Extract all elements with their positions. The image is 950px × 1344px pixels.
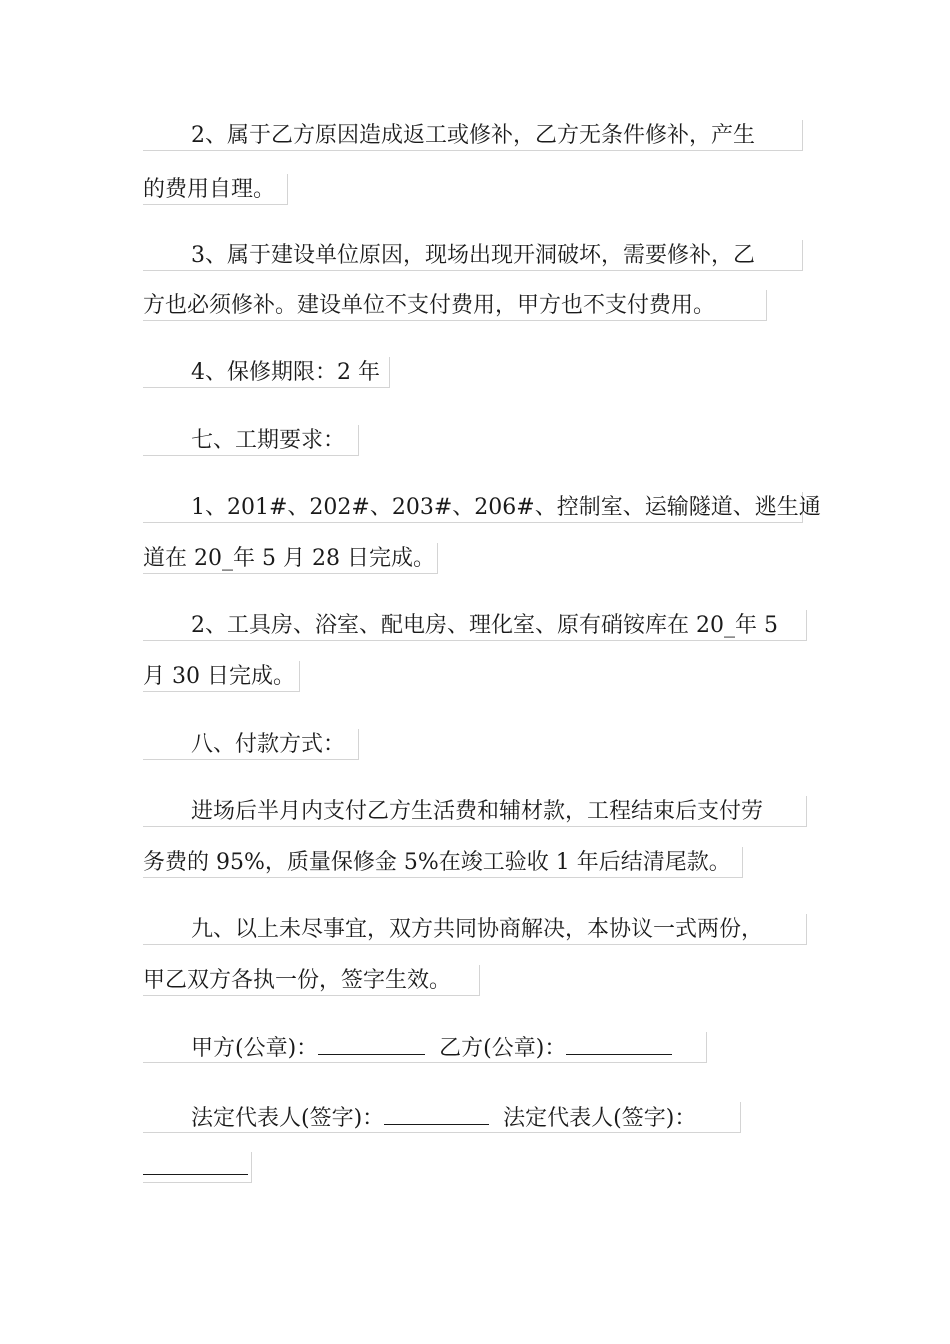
- paragraph-6-line-1: 2、工具房、浴室、配电房、理化室、原有硝铵库在 20_年 5: [143, 610, 807, 641]
- paragraph-5-line-2: 道在 20_年 5 月 28 日完成。: [143, 543, 438, 574]
- paragraph-3-line-1: 4、保修期限：2 年: [143, 357, 390, 388]
- paragraph-1-line-2: 的费用自理。: [143, 174, 288, 205]
- paragraph-5-line-1: 1、201#、202#、203#、206#、控制室、运输隧道、逃生通: [143, 492, 803, 523]
- paragraph-8-line-2: 务费的 95%，质量保修金 5%在竣工验收 1 年后结清尾款。: [143, 847, 743, 878]
- rep-a-signature-label: 法定代表人(签字)：: [191, 1106, 385, 1131]
- paragraph-9-line-1: 九、以上未尽事宜，双方共同协商解决，本协议一式两份，: [143, 914, 807, 945]
- rep-b-signature-blank-line: [143, 1152, 252, 1183]
- paragraph-2-line-1: 3、属于建设单位原因，现场出现开洞破坏，需要修补，乙: [143, 240, 803, 271]
- party-a-seal-label: 甲方(公章)：: [191, 1036, 319, 1061]
- party-b-seal-blank: [566, 1032, 672, 1055]
- party-b-seal-label: 乙方(公章)：: [439, 1036, 567, 1061]
- rep-b-signature-blank: [143, 1152, 248, 1175]
- party-a-seal-blank: [318, 1032, 425, 1055]
- paragraph-6-line-2: 月 30 日完成。: [143, 661, 300, 692]
- rep-b-signature-label: 法定代表人(签字)：: [503, 1106, 697, 1131]
- section-heading-schedule: 七、工期要求：: [143, 425, 359, 456]
- section-heading-payment: 八、付款方式：: [143, 729, 359, 760]
- signature-parties-line: [143, 1032, 707, 1063]
- paragraph-1-line-1: 2、属于乙方原因造成返工或修补，乙方无条件修补，产生: [143, 120, 803, 151]
- paragraph-2-line-2: 方也必须修补。建设单位不支付费用，甲方也不支付费用。: [143, 290, 767, 321]
- rep-a-signature-blank: [384, 1102, 489, 1125]
- signature-representatives-line: [143, 1102, 741, 1133]
- paragraph-8-line-1: 进场后半月内支付乙方生活费和辅材款，工程结束后支付劳: [143, 796, 807, 827]
- paragraph-9-line-2: 甲乙双方各执一份，签字生效。: [143, 965, 480, 996]
